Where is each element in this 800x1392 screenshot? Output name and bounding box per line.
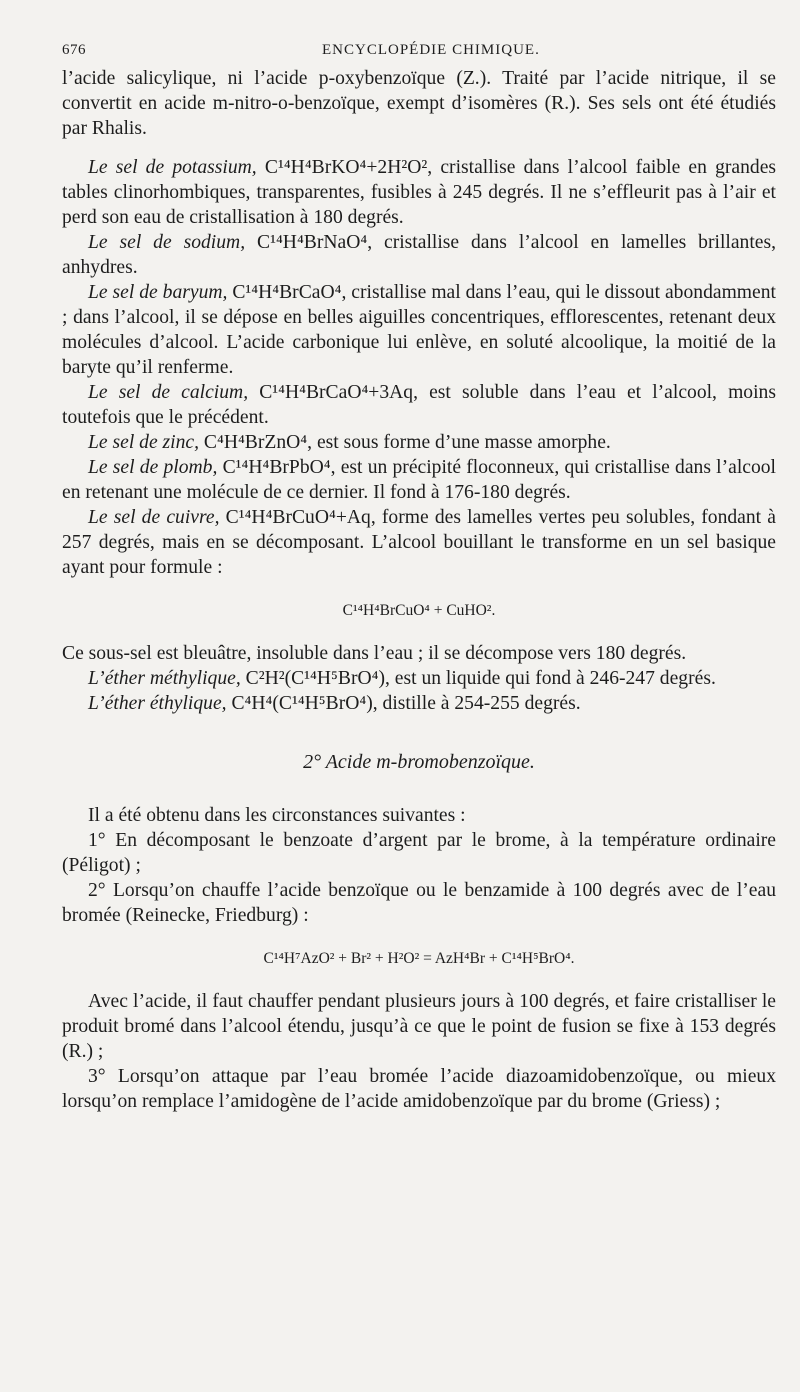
- paragraph-intro: l’acide salicylique, ni l’acide p-oxybenzoïque (Z.). Traité par l’acide nitrique, il se convertit en acide m-nitro-o-benzoïque, exempt d’isomères (R.). Ses sels ont été étudiés par Rhalis.: [62, 68, 776, 139]
- paragraph-barium-salt: Le sel de baryum, C¹⁴H⁴BrCaO⁴, cristallise mal dans l’eau, qui le dissout abondamment ; dans l’alcool, il se dépose en belles aiguilles concentriques, efflorescentes, retenant deux molécules d’alcool. L’acide carbonique lui enlève, en soluté alcoolique, la moitié de la baryte qu’il renferme.: [62, 282, 776, 378]
- salt-label: Le sel de zinc,: [88, 432, 200, 453]
- ether-label: L’éther éthylique,: [88, 693, 227, 714]
- page-header: [62, 40, 776, 66]
- paragraph-ethyl-ether: L’éther éthylique, C⁴H⁴(C¹⁴H⁵BrO⁴), distille à 254-255 degrés.: [88, 693, 581, 714]
- chemical-formula: C¹⁴H⁴BrNaO⁴,: [257, 232, 373, 253]
- ether-label: L’éther méthylique,: [88, 668, 241, 689]
- paragraph-copper-salt: Le sel de cuivre, C¹⁴H⁴BrCuO⁴+Aq, forme des lamelles vertes peu solubles, fondant à 257 degrés, mais en se décomposant. L’alcool bouillant le transforme en un sel basique ayant pour formule :: [62, 507, 776, 578]
- salt-label: Le sel de sodium,: [88, 232, 246, 253]
- salt-label: Le sel de potassium,: [88, 157, 257, 178]
- paragraph-method-3: 3° Lorsqu’on attaque par l’eau bromée l’acide diazoamidobenzoïque, ou mieux lorsqu’on remplace l’amidogène de l’acide amidobenzoïque par du brome (Griess) ;: [62, 1066, 776, 1112]
- paragraph-lead-salt: Le sel de plomb, C¹⁴H⁴BrPbO⁴, est un précipité floconneux, qui cristallise dans l’alcool en retenant une molécule de ce dernier. Il fond à 176-180 degrés.: [62, 457, 776, 503]
- paragraph-method-2: 2° Lorsqu’on chauffe l’acide benzoïque ou le benzamide à 100 degrés avec de l’eau bromée (Reinecke, Friedburg) :: [62, 880, 776, 926]
- salt-label: Le sel de baryum,: [88, 282, 228, 303]
- salt-label: Le sel de cuivre,: [88, 507, 220, 528]
- chemical-formula: C¹⁴H⁴BrPbO⁴,: [222, 457, 336, 478]
- salt-label: Le sel de plomb,: [88, 457, 218, 478]
- paragraph-sodium-salt: Le sel de sodium, C¹⁴H⁴BrNaO⁴, cristallise dans l’alcool en lamelles brillantes, anhydres.: [62, 232, 776, 278]
- section-heading: 2° Acide m-bromobenzoïque.: [303, 751, 535, 773]
- page-number: 676: [62, 42, 86, 58]
- paragraph-potassium-salt: Le sel de potassium, C¹⁴H⁴BrKO⁴+2H²O², cristallise dans l’alcool faible en grandes tables clinorhombiques, transparentes, fusibles à 245 degrés. Il ne s’effleurit pas à l’air et perd son eau de cristallisation à 180 degrés.: [62, 157, 777, 228]
- chemical-formula: C⁴H⁴(C¹⁴H⁵BrO⁴),: [231, 693, 378, 714]
- reaction-equation: C¹⁴H⁷AzO² + Br² + H²O² = AzH⁴Br + C¹⁴H⁵BrO⁴.: [263, 950, 575, 967]
- paragraph-procedure: Avec l’acide, il faut chauffer pendant plusieurs jours à 100 degrés, et faire cristalliser le produit bromé dans l’alcool étendu, jusqu’à ce que le point de fusion se fixe à 153 degrés (R.) ;: [62, 991, 776, 1062]
- running-title: ENCYCLOPÉDIE CHIMIQUE.: [322, 42, 540, 58]
- salt-label: Le sel de calcium,: [88, 382, 249, 403]
- basic-salt-formula: C¹⁴H⁴BrCuO⁴ + CuHO².: [342, 602, 496, 619]
- chemical-formula: C⁴H⁴BrZnO⁴,: [203, 432, 313, 453]
- chemical-formula: C¹⁴H⁴BrCaO⁴,: [232, 282, 347, 303]
- paragraph-calcium-salt: Le sel de calcium, C¹⁴H⁴BrCaO⁴+3Aq, est soluble dans l’eau et l’alcool, moins toutefois que le précédent.: [62, 382, 776, 428]
- paragraph-circumstances: Il a été obtenu dans les circonstances suivantes :: [88, 805, 466, 826]
- paragraph-subsalt: Ce sous-sel est bleuâtre, insoluble dans l’eau ; il se décompose vers 180 degrés.: [62, 643, 687, 664]
- body-text: [62, 66, 776, 1114]
- paragraph-method-1: 1° En décomposant le benzoate d’argent par le brome, à la température ordinaire (Péligot) ;: [62, 830, 776, 876]
- paragraph-methyl-ether: L’éther méthylique, C²H²(C¹⁴H⁵BrO⁴), est un liquide qui fond à 246-247 degrés.: [88, 668, 716, 689]
- chemical-formula: C¹⁴H⁴BrKO⁴+2H²O²,: [264, 157, 433, 178]
- chemical-formula: C²H²(C¹⁴H⁵BrO⁴),: [245, 668, 390, 689]
- chemical-formula: C¹⁴H⁴BrCaO⁴+3Aq,: [259, 382, 418, 403]
- paragraph-zinc-salt: Le sel de zinc, C⁴H⁴BrZnO⁴, est sous forme d’une masse amorphe.: [88, 432, 611, 453]
- chemical-formula: C¹⁴H⁴BrCuO⁴+Aq,: [225, 507, 376, 528]
